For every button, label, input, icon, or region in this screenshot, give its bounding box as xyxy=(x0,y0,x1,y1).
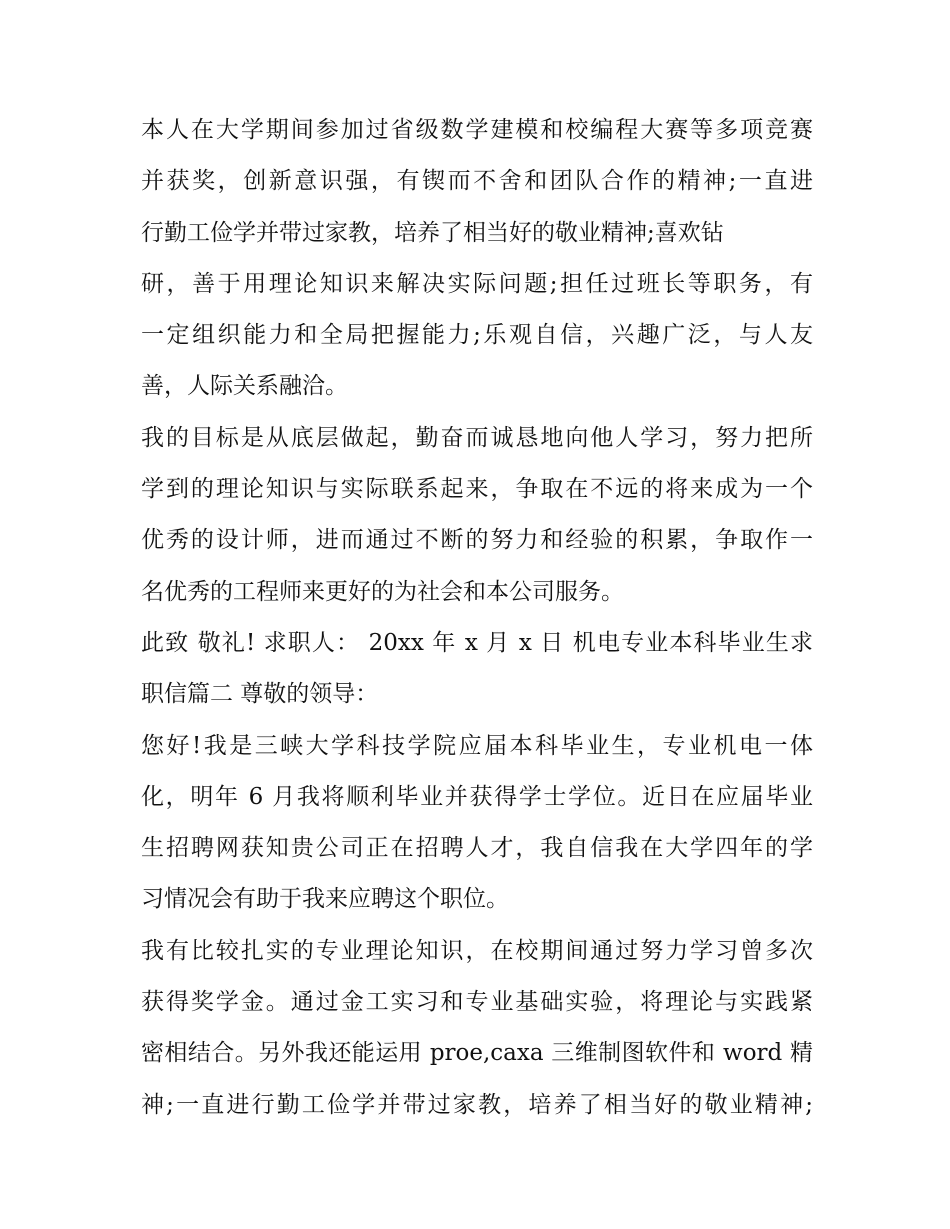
text-line: 学到的理论知识与实际联系起来，争取在不远的将来成为一个 xyxy=(141,476,813,503)
text-line: 行勤工俭学并带过家教，培养了相当好的敬业精神;喜欢钻 xyxy=(141,219,724,246)
text-line: 您好!我是三峡大学科技学院应届本科毕业生，专业机电一体 xyxy=(141,732,813,759)
text-line: 职信篇二 尊敬的领导： xyxy=(141,681,379,708)
text-line: 神;一直进行勤工俭学并带过家教，培养了相当好的敬业精神; xyxy=(141,1091,813,1118)
text-line: 习情况会有助于我来应聘这个职位。 xyxy=(141,886,509,913)
text-line: 善，人际关系融洽。 xyxy=(141,373,348,400)
text-line: 优秀的设计师，进而通过不断的努力和经验的积累，争取作一 xyxy=(141,527,813,554)
text-line: 名优秀的工程师来更好的为社会和本公司服务。 xyxy=(141,578,624,605)
text-line: 我有比较扎实的专业理论知识，在校期间通过努力学习曾多次 xyxy=(141,937,813,964)
text-line: 化，明年 6 月我将顺利毕业并获得学士学位。近日在应届毕业 xyxy=(141,783,813,810)
text-line: 生招聘网获知贵公司正在招聘人才，我自信我在大学四年的学 xyxy=(141,835,813,862)
document-body xyxy=(141,105,813,1131)
text-line: 密相结合。另外我还能运用 proe,caxa 三维制图软件和 word 精 xyxy=(141,1040,813,1067)
text-line: 此致 敬礼! 求职人： 20xx 年 x 月 x 日 机电专业本科毕业生求 xyxy=(141,629,813,656)
text-line: 我的目标是从底层做起，勤奋而诚恳地向他人学习，努力把所 xyxy=(141,424,813,451)
text-line: 研，善于用理论知识来解决实际问题;担任过班长等职务，有 xyxy=(141,270,813,297)
text-line: 一定组织能力和全局把握能力;乐观自信，兴趣广泛，与人友 xyxy=(141,322,813,349)
text-line: 本人在大学期间参加过省级数学建模和校编程大赛等多项竞赛 xyxy=(141,117,813,143)
text-line: 并获奖，创新意识强，有锲而不舍和团队合作的精神;一直进 xyxy=(141,168,813,195)
text-line: 获得奖学金。通过金工实习和专业基础实验，将理论与实践紧 xyxy=(141,989,813,1016)
